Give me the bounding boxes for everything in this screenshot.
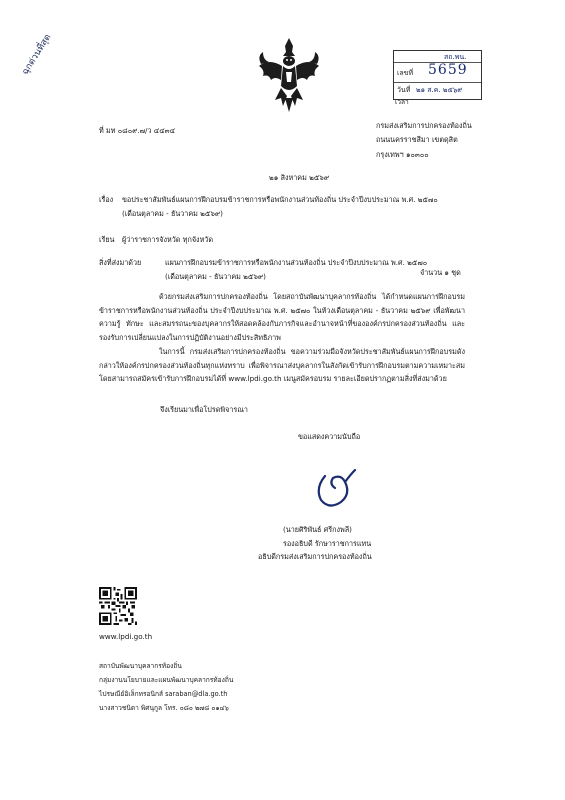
attachment-count: จำนวน ๑ ชุด bbox=[420, 268, 461, 277]
footer-contact: นางสาวชนิดา พิศนุกูล โทร. ๐๘๐ ๒๗๘ ๐๑๔๖ bbox=[99, 704, 229, 712]
attachment-line-2: (เดือนตุลาคม - ธันวาคม ๒๕๖๙) bbox=[165, 272, 266, 281]
attachment-line-1: แผนการฝึกอบรมข้าราชการหรือพนักงานส่วนท้องถิ่น ประจำปีงบประมาณ พ.ศ. ๒๕๗๐ bbox=[165, 258, 428, 267]
subject-line-2: (เดือนตุลาคม - ธันวาคม ๒๕๖๙) bbox=[122, 209, 223, 218]
garuda-emblem-icon bbox=[255, 36, 323, 114]
footer-org-2: กลุ่มงานนโยบายและแผนพัฒนาบุคลากรท้องถิ่น bbox=[99, 676, 234, 684]
body-paragraph-1: ด้วยกรมส่งเสริมการปกครองท้องถิ่น โดยสถาบันพัฒนาบุคลากรท้องถิ่น ได้กำหนดแผนการฝึกอบรมข้าราชการหรือพนักงานส่วนท้องถิ่น ประจำปีงบประมาณ พ.ศ. ๒๕๗๐ ในห้วงเดือนตุลาคม - ธันวาคม ๒๕๖๙ เพื่อพัฒนาความรู้ ทักษะ และสมรรถนะของบุคลากรให้สอดคล้องกับภารกิจและอำนาจหน้าที่ขององค์กรปกครองส่วนท้องถิ่น และรองรับการเปลี่ยนแปลงในการปฏิบัติงานอย่างมีประสิทธิภาพ bbox=[99, 292, 465, 342]
issuer-line-2: ถนนนครราชสีมา เขตดุสิต bbox=[376, 135, 458, 144]
stamp-receipt-label: เลขที่ bbox=[397, 69, 414, 77]
subject-label: เรื่อง bbox=[99, 195, 114, 204]
recipient-label: เรียน bbox=[99, 235, 115, 244]
stamp-receipt-number: 5659 bbox=[428, 62, 468, 78]
signatory-name: (นายศิริพันธ์ ศรีกงพลี) bbox=[283, 525, 352, 534]
issuer-line-3: กรุงเทพฯ ๑๐๓๐๐ bbox=[376, 150, 429, 159]
footer-email: ไปรษณีย์อิเล็กทรอนิกส์ saraban@dla.go.th bbox=[99, 690, 228, 698]
footer-org-1: สถาบันพัฒนาบุคลากรท้องถิ่น bbox=[99, 662, 182, 670]
footer-website: www.lpdi.go.th bbox=[99, 632, 153, 641]
document-date: ๒๑ สิงหาคม ๒๕๖๙ bbox=[269, 173, 330, 182]
recipient-text: ผู้ว่าราชการจังหวัด ทุกจังหวัด bbox=[122, 235, 214, 244]
signatory-position-1: รองอธิบดี รักษาราชการแทน bbox=[283, 539, 372, 548]
body-paragraph-2: ในการนี้ กรมส่งเสริมการปกครองท้องถิ่น ขอความร่วมมือจังหวัดประชาสัมพันธ์แผนการฝึกอบรมดังกล่าวให้องค์กรปกครองส่วนท้องถิ่นทุกแห่งทราบ เพื่อพิจารณาส่งบุคลากรในสังกัดเข้ารับการฝึกอบรมตามความเหมาะสม โดยสามารถสมัครเข้ารับการฝึกอบรมได้ที่ www.lpdi.go.th เมนูสมัครอบรม รายละเอียดปรากฏตามสิ่งที่ส่งมาด้วย bbox=[99, 347, 465, 384]
closing-request: จึงเรียนมาเพื่อโปรดพิจารณา bbox=[160, 405, 248, 414]
respect-closing: ขอแสดงความนับถือ bbox=[298, 432, 361, 441]
attachment-label: สิ่งที่ส่งมาด้วย bbox=[99, 258, 142, 267]
signature-mark bbox=[311, 466, 359, 512]
stamp-agency: สถ.พน. bbox=[444, 53, 467, 61]
signatory-position-2: อธิบดีกรมส่งเสริมการปกครองท้องถิ่น bbox=[258, 552, 372, 561]
stamp-date-label: วันที่ bbox=[397, 86, 411, 94]
document-number: ที่ มท ๐๘๐๙.๗/ว ๔๔๓๔ bbox=[99, 126, 176, 135]
subject-line-1: ขอประชาสัมพันธ์แผนการฝึกอบรมข้าราชการหรือพนักงานส่วนท้องถิ่น ประจำปีงบประมาณ พ.ศ. ๒๕๗๐ bbox=[122, 195, 438, 204]
stamp-time-label: เวลา bbox=[395, 98, 409, 106]
issuer-line-1: กรมส่งเสริมการปกครองท้องถิ่น bbox=[376, 121, 472, 130]
handwritten-margin-note: ฉุกด่วนที่สุด bbox=[20, 32, 54, 77]
stamp-date-value: ๒๑ ส.ค. ๒๕๖๙ bbox=[416, 86, 463, 94]
qr-code-icon bbox=[99, 587, 137, 625]
receipt-stamp bbox=[393, 50, 482, 100]
